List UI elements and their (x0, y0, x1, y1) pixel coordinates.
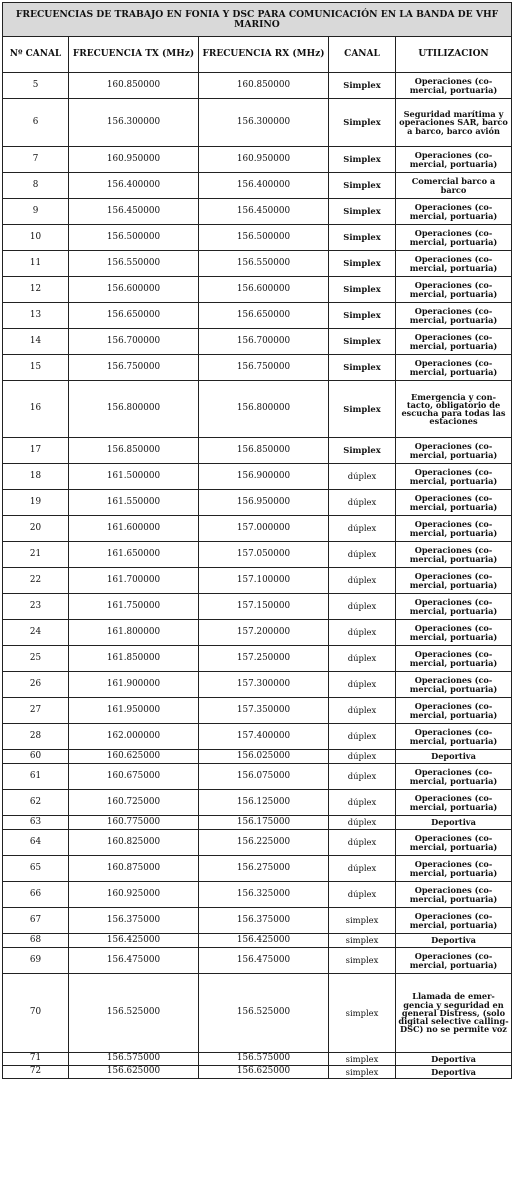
tx-frequency: 156.300000 (69, 99, 199, 147)
channel-mode: dúplex (329, 750, 396, 764)
channel-number: 8 (3, 173, 69, 199)
rx-frequency: 156.500000 (199, 225, 329, 251)
tx-frequency: 156.625000 (69, 1066, 199, 1079)
channel-mode: dúplex (329, 516, 396, 542)
utilization: Deportiva (396, 934, 512, 948)
utilization: Llamada de emer-gencia y seguridad en general Distress, (solo digital selective calling-DSC) no se permite voz (396, 974, 512, 1053)
utilization: Operaciones (co-mercial, portuaria) (396, 764, 512, 790)
channel-number: 69 (3, 948, 69, 974)
table-row (3, 199, 512, 225)
table-title: FRECUENCIAS DE TRABAJO EN FONIA Y DSC PARA COMUNICACIÓN EN LA BANDA DE VHF MARINO (3, 3, 512, 37)
rx-frequency: 156.075000 (199, 764, 329, 790)
table-row (3, 381, 512, 438)
channel-mode: dúplex (329, 882, 396, 908)
rx-frequency: 156.475000 (199, 948, 329, 974)
rx-frequency: 156.750000 (199, 355, 329, 381)
tx-frequency: 161.850000 (69, 646, 199, 672)
rx-frequency: 156.125000 (199, 790, 329, 816)
tx-frequency: 156.800000 (69, 381, 199, 438)
tx-frequency: 156.525000 (69, 974, 199, 1053)
utilization: Operaciones (co-mercial, portuaria) (396, 490, 512, 516)
rx-frequency: 157.100000 (199, 568, 329, 594)
channel-mode: simplex (329, 1066, 396, 1079)
tx-frequency: 161.700000 (69, 568, 199, 594)
rx-frequency: 156.450000 (199, 199, 329, 225)
rx-frequency: 156.950000 (199, 490, 329, 516)
channel-number: 19 (3, 490, 69, 516)
table-row (3, 724, 512, 750)
tx-frequency: 160.825000 (69, 830, 199, 856)
channel-number: 18 (3, 464, 69, 490)
tx-frequency: 161.600000 (69, 516, 199, 542)
rx-frequency: 156.625000 (199, 1066, 329, 1079)
tx-frequency: 160.625000 (69, 750, 199, 764)
table-row (3, 1066, 512, 1079)
channel-mode: simplex (329, 1053, 396, 1066)
channel-number: 6 (3, 99, 69, 147)
rx-frequency: 156.850000 (199, 438, 329, 464)
utilization: Operaciones (co-mercial, portuaria) (396, 464, 512, 490)
channel-number: 23 (3, 594, 69, 620)
table-row (3, 173, 512, 199)
page (0, 2, 513, 1200)
rx-frequency: 156.800000 (199, 381, 329, 438)
channel-mode: dúplex (329, 490, 396, 516)
table-row (3, 620, 512, 646)
utilization: Comercial barco a barco (396, 173, 512, 199)
tx-frequency: 156.550000 (69, 251, 199, 277)
channel-mode: Simplex (329, 73, 396, 99)
tx-frequency: 160.925000 (69, 882, 199, 908)
channel-mode: simplex (329, 974, 396, 1053)
table-row (3, 934, 512, 948)
channel-number: 63 (3, 816, 69, 830)
utilization: Deportiva (396, 816, 512, 830)
table-row (3, 251, 512, 277)
utilization: Operaciones (co-mercial, portuaria) (396, 830, 512, 856)
tx-frequency: 160.775000 (69, 816, 199, 830)
utilization: Operaciones (co-mercial, portuaria) (396, 516, 512, 542)
table-row (3, 438, 512, 464)
rx-frequency: 160.850000 (199, 73, 329, 99)
table-row (3, 147, 512, 173)
channel-mode: Simplex (329, 99, 396, 147)
rx-frequency: 156.575000 (199, 1053, 329, 1066)
rx-frequency: 157.350000 (199, 698, 329, 724)
utilization: Operaciones (co-mercial, portuaria) (396, 542, 512, 568)
tx-frequency: 156.850000 (69, 438, 199, 464)
header-rx: FRECUENCIA RX (MHz) (199, 37, 329, 73)
tx-frequency: 156.500000 (69, 225, 199, 251)
utilization: Operaciones (co-mercial, portuaria) (396, 303, 512, 329)
channel-number: 28 (3, 724, 69, 750)
utilization: Deportiva (396, 1066, 512, 1079)
channel-number: 71 (3, 1053, 69, 1066)
rx-frequency: 156.400000 (199, 173, 329, 199)
tx-frequency: 160.875000 (69, 856, 199, 882)
tx-frequency: 161.950000 (69, 698, 199, 724)
utilization: Operaciones (co-mercial, portuaria) (396, 882, 512, 908)
utilization: Operaciones (co-mercial, portuaria) (396, 620, 512, 646)
tx-frequency: 161.500000 (69, 464, 199, 490)
channel-mode: dúplex (329, 856, 396, 882)
channel-number: 67 (3, 908, 69, 934)
rx-frequency: 160.950000 (199, 147, 329, 173)
utilization: Seguridad marítima y operaciones SAR, barco a barco, barco avión (396, 99, 512, 147)
channel-number: 15 (3, 355, 69, 381)
header-utilizacion: UTILIZACION (396, 37, 512, 73)
table-row (3, 516, 512, 542)
rx-frequency: 156.025000 (199, 750, 329, 764)
channel-number: 72 (3, 1066, 69, 1079)
channel-mode: simplex (329, 948, 396, 974)
channel-mode: dúplex (329, 672, 396, 698)
header-tx: FRECUENCIA TX (MHz) (69, 37, 199, 73)
tx-frequency: 156.650000 (69, 303, 199, 329)
table-row (3, 329, 512, 355)
table-row (3, 816, 512, 830)
table-row (3, 490, 512, 516)
utilization: Operaciones (co-mercial, portuaria) (396, 594, 512, 620)
rx-frequency: 156.600000 (199, 277, 329, 303)
channel-number: 25 (3, 646, 69, 672)
rx-frequency: 156.650000 (199, 303, 329, 329)
rx-frequency: 157.400000 (199, 724, 329, 750)
channel-number: 66 (3, 882, 69, 908)
utilization: Operaciones (co-mercial, portuaria) (396, 790, 512, 816)
channel-number: 12 (3, 277, 69, 303)
channel-number: 64 (3, 830, 69, 856)
utilization: Operaciones (co-mercial, portuaria) (396, 329, 512, 355)
tx-frequency: 156.450000 (69, 199, 199, 225)
table-row (3, 646, 512, 672)
channel-number: 27 (3, 698, 69, 724)
channel-mode: dúplex (329, 542, 396, 568)
channel-mode: dúplex (329, 724, 396, 750)
rx-frequency: 156.275000 (199, 856, 329, 882)
channel-mode: Simplex (329, 381, 396, 438)
channel-number: 21 (3, 542, 69, 568)
table-row (3, 73, 512, 99)
utilization: Operaciones (co-mercial, portuaria) (396, 672, 512, 698)
channel-mode: dúplex (329, 790, 396, 816)
utilization: Operaciones (co-mercial, portuaria) (396, 277, 512, 303)
utilization: Deportiva (396, 750, 512, 764)
channel-number: 61 (3, 764, 69, 790)
utilization: Deportiva (396, 1053, 512, 1066)
table-row (3, 355, 512, 381)
header-canal: CANAL (329, 37, 396, 73)
tx-frequency: 156.575000 (69, 1053, 199, 1066)
utilization: Operaciones (co-mercial, portuaria) (396, 948, 512, 974)
channel-mode: Simplex (329, 251, 396, 277)
rx-frequency: 156.425000 (199, 934, 329, 948)
rx-frequency: 156.225000 (199, 830, 329, 856)
rx-frequency: 156.375000 (199, 908, 329, 934)
table-row (3, 542, 512, 568)
channel-mode: dúplex (329, 646, 396, 672)
channel-mode: Simplex (329, 225, 396, 251)
utilization: Operaciones (co-mercial, portuaria) (396, 724, 512, 750)
rx-frequency: 157.150000 (199, 594, 329, 620)
utilization: Operaciones (co-mercial, portuaria) (396, 251, 512, 277)
table-row (3, 882, 512, 908)
channel-mode: Simplex (329, 199, 396, 225)
table-row (3, 948, 512, 974)
table-row (3, 303, 512, 329)
utilization: Operaciones (co-mercial, portuaria) (396, 568, 512, 594)
channel-mode: simplex (329, 934, 396, 948)
tx-frequency: 156.600000 (69, 277, 199, 303)
tx-frequency: 156.700000 (69, 329, 199, 355)
channel-mode: dúplex (329, 764, 396, 790)
utilization: Operaciones (co-mercial, portuaria) (396, 646, 512, 672)
rx-frequency: 156.900000 (199, 464, 329, 490)
rx-frequency: 157.300000 (199, 672, 329, 698)
channel-number: 13 (3, 303, 69, 329)
table-row (3, 750, 512, 764)
rx-frequency: 157.250000 (199, 646, 329, 672)
channel-number: 24 (3, 620, 69, 646)
tx-frequency: 161.800000 (69, 620, 199, 646)
channel-mode: Simplex (329, 438, 396, 464)
channel-number: 16 (3, 381, 69, 438)
header-canal-num: Nº CANAL (3, 37, 69, 73)
channel-number: 22 (3, 568, 69, 594)
utilization: Operaciones (co-mercial, portuaria) (396, 438, 512, 464)
table-row (3, 277, 512, 303)
table-row (3, 908, 512, 934)
channel-number: 62 (3, 790, 69, 816)
channel-number: 17 (3, 438, 69, 464)
tx-frequency: 161.650000 (69, 542, 199, 568)
utilization: Operaciones (co-mercial, portuaria) (396, 856, 512, 882)
tx-frequency: 161.900000 (69, 672, 199, 698)
rx-frequency: 157.000000 (199, 516, 329, 542)
channel-number: 60 (3, 750, 69, 764)
rx-frequency: 156.175000 (199, 816, 329, 830)
channel-number: 7 (3, 147, 69, 173)
channel-mode: simplex (329, 908, 396, 934)
table-row (3, 672, 512, 698)
channel-mode: Simplex (329, 329, 396, 355)
tx-frequency: 156.375000 (69, 908, 199, 934)
channel-mode: dúplex (329, 568, 396, 594)
channel-number: 5 (3, 73, 69, 99)
channel-mode: Simplex (329, 147, 396, 173)
utilization: Operaciones (co-mercial, portuaria) (396, 225, 512, 251)
tx-frequency: 156.750000 (69, 355, 199, 381)
channel-number: 11 (3, 251, 69, 277)
tx-frequency: 160.725000 (69, 790, 199, 816)
channel-number: 70 (3, 974, 69, 1053)
tx-frequency: 160.950000 (69, 147, 199, 173)
channel-number: 65 (3, 856, 69, 882)
channel-number: 9 (3, 199, 69, 225)
table-row (3, 225, 512, 251)
channel-mode: dúplex (329, 620, 396, 646)
channel-number: 68 (3, 934, 69, 948)
channel-mode: Simplex (329, 277, 396, 303)
table-row (3, 594, 512, 620)
tx-frequency: 162.000000 (69, 724, 199, 750)
utilization: Operaciones (co-mercial, portuaria) (396, 355, 512, 381)
table-row (3, 790, 512, 816)
tx-frequency: 156.475000 (69, 948, 199, 974)
channel-mode: dúplex (329, 464, 396, 490)
tx-frequency: 156.400000 (69, 173, 199, 199)
utilization: Operaciones (co-mercial, portuaria) (396, 147, 512, 173)
tx-frequency: 161.750000 (69, 594, 199, 620)
channel-number: 20 (3, 516, 69, 542)
rx-frequency: 156.300000 (199, 99, 329, 147)
table-row (3, 856, 512, 882)
table-row (3, 568, 512, 594)
channel-mode: Simplex (329, 303, 396, 329)
utilization: Emergencia y con-tacto, obligatorio de escucha para todas las estaciones (396, 381, 512, 438)
channel-number: 14 (3, 329, 69, 355)
table-row (3, 830, 512, 856)
tx-frequency: 156.425000 (69, 934, 199, 948)
table-row (3, 99, 512, 147)
channel-mode: dúplex (329, 594, 396, 620)
rx-frequency: 157.200000 (199, 620, 329, 646)
rx-frequency: 156.525000 (199, 974, 329, 1053)
table-row (3, 698, 512, 724)
rx-frequency: 156.550000 (199, 251, 329, 277)
table-row (3, 464, 512, 490)
table-row (3, 974, 512, 1053)
tx-frequency: 161.550000 (69, 490, 199, 516)
channel-mode: Simplex (329, 355, 396, 381)
tx-frequency: 160.675000 (69, 764, 199, 790)
rx-frequency: 156.325000 (199, 882, 329, 908)
frequency-table (2, 2, 512, 1079)
utilization: Operaciones (co-mercial, portuaria) (396, 698, 512, 724)
channel-mode: dúplex (329, 830, 396, 856)
table-row (3, 764, 512, 790)
channel-number: 26 (3, 672, 69, 698)
utilization: Operaciones (co-mercial, portuaria) (396, 73, 512, 99)
rx-frequency: 157.050000 (199, 542, 329, 568)
utilization: Operaciones (co-mercial, portuaria) (396, 908, 512, 934)
channel-mode: dúplex (329, 816, 396, 830)
utilization: Operaciones (co-mercial, portuaria) (396, 199, 512, 225)
table-row (3, 1053, 512, 1066)
tx-frequency: 160.850000 (69, 73, 199, 99)
channel-mode: Simplex (329, 173, 396, 199)
rx-frequency: 156.700000 (199, 329, 329, 355)
channel-mode: dúplex (329, 698, 396, 724)
channel-number: 10 (3, 225, 69, 251)
